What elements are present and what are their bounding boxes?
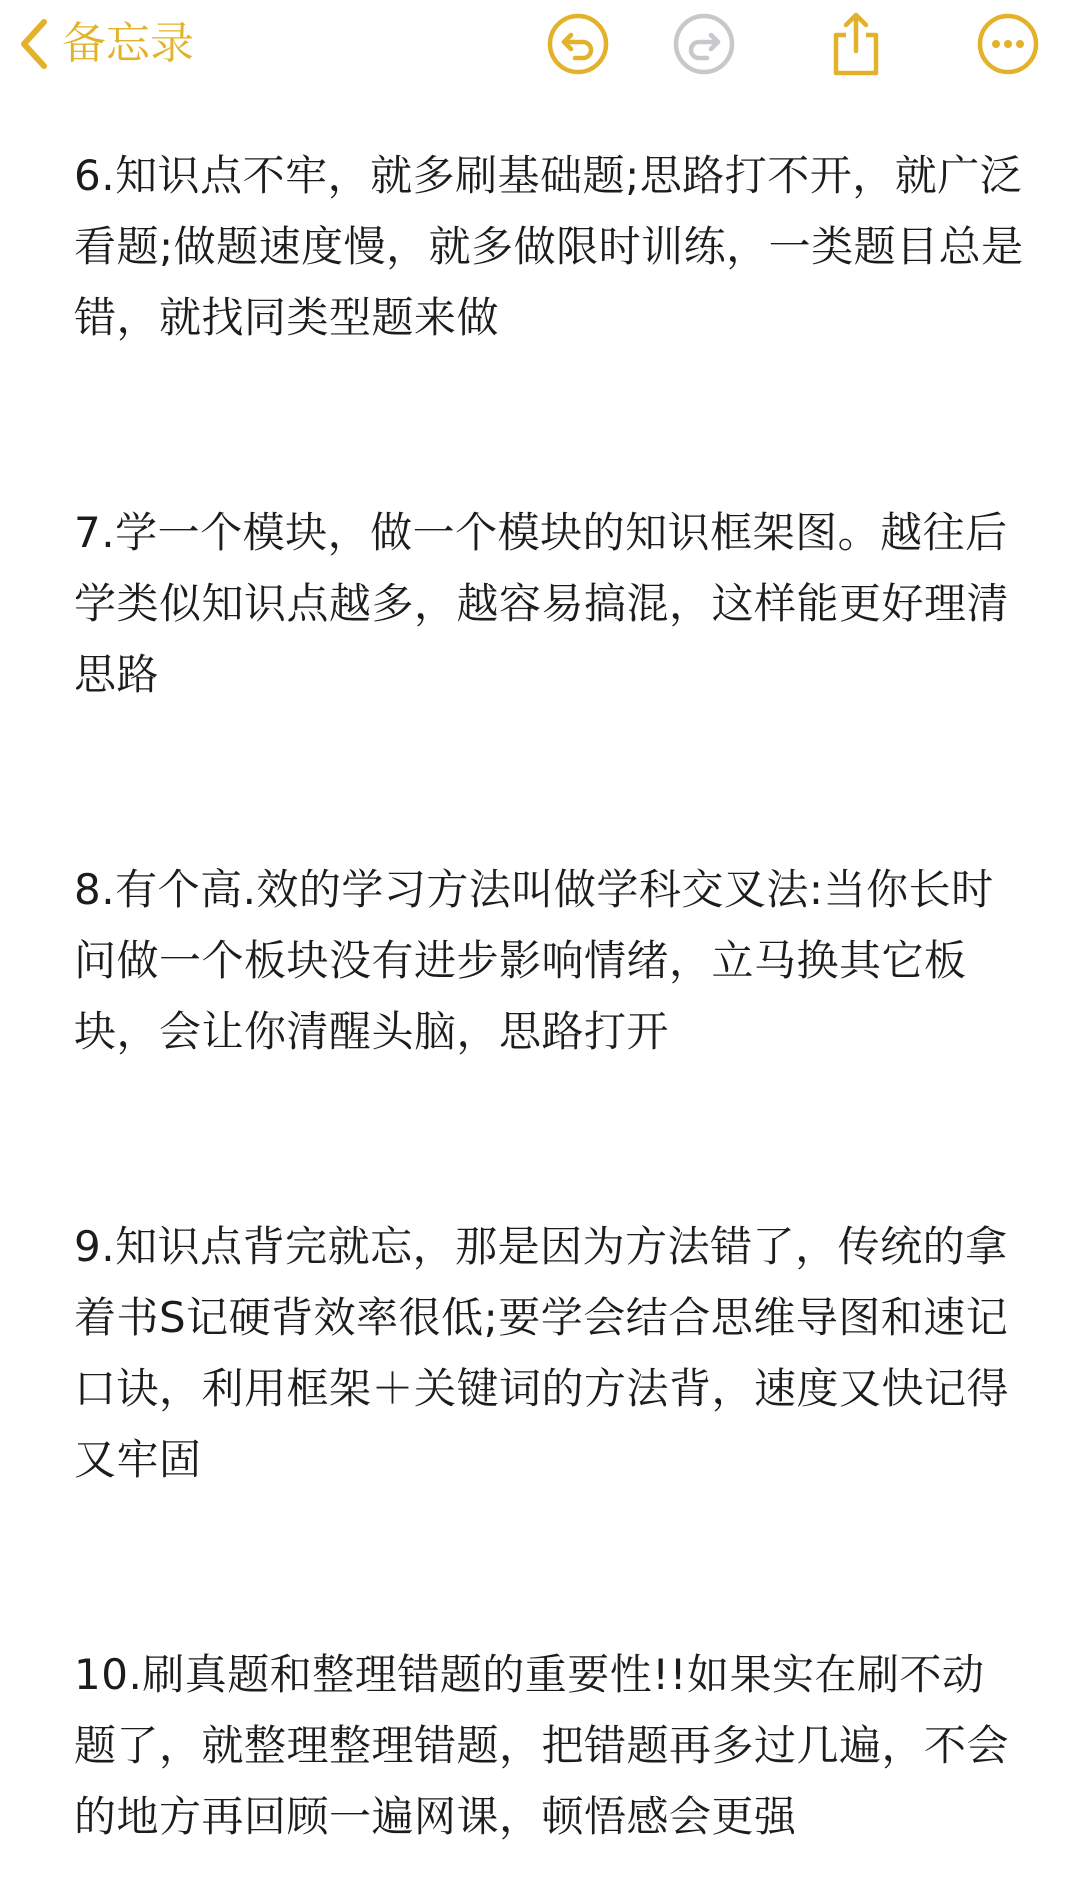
note-paragraph: 6.知识点不牢，就多刷基础题;思路打不开，就广泛看题;做题速度慢，就多做限时训练，一类题目总是错，就找同类型题来做 — [74, 151, 1024, 342]
note-paragraph: 9.知识点背完就忘，那是因为方法错了，传统的拿着书S记硬背效率很低;要学会结合思维导图和速记口诀，利用框架＋关键词的方法背，速度又快记得又牢固 — [74, 1222, 1010, 1484]
redo-icon — [673, 13, 735, 75]
navigation-bar — [0, 0, 1080, 96]
note-paragraph: 10.刷真题和整理错题的重要性!!如果实在刷不动题了，就整理整理错题，把错题再多过几遍，不会的地方再回顾一遍网课，顿悟感会更强 — [74, 1650, 1010, 1841]
undo-button[interactable] — [546, 12, 610, 76]
note-paragraph: 8.有个高.效的学习方法叫做学科交叉法:当你长时问做一个板块没有进步影响情绪，立马换其它板块，会让你清醒头脑，思路打开 — [74, 865, 994, 1056]
note-body[interactable] — [74, 140, 1024, 1852]
more-button[interactable] — [976, 12, 1040, 76]
back-button[interactable] — [18, 12, 194, 76]
back-label: 备忘录 — [62, 18, 194, 69]
chevron-left-icon — [18, 18, 48, 70]
redo-button[interactable] — [672, 12, 736, 76]
share-button[interactable] — [824, 12, 888, 76]
share-icon — [828, 11, 884, 77]
more-icon — [977, 13, 1039, 75]
note-paragraph: 7.学一个模块，做一个模块的知识框架图。越往后学类似知识点越多，越容易搞混，这样能更好理清思路 — [74, 508, 1010, 699]
undo-icon — [547, 13, 609, 75]
